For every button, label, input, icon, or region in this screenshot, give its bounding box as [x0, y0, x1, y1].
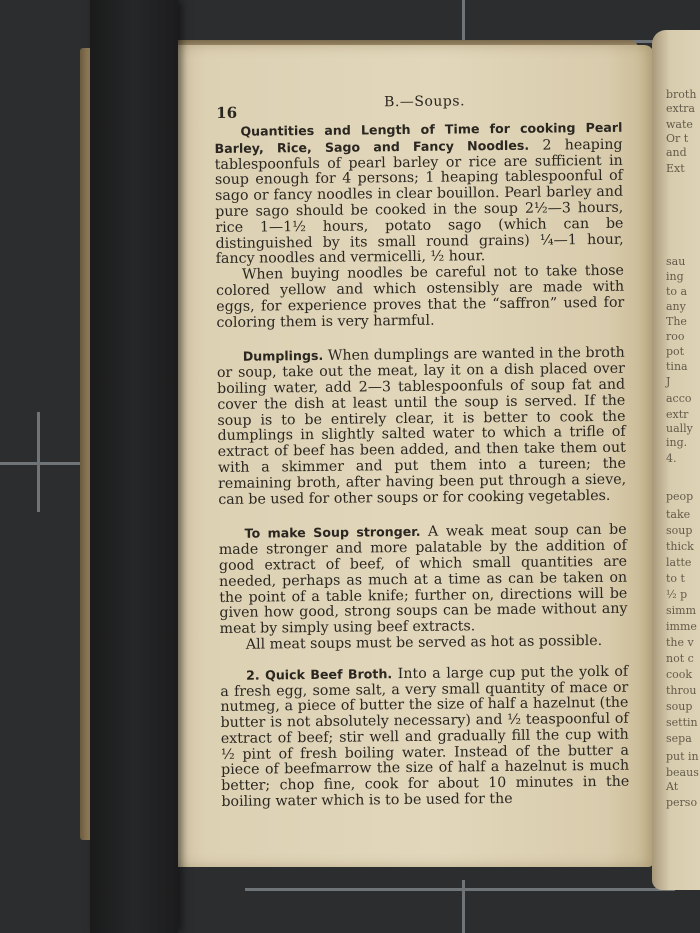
next-page-fragment: Ext — [666, 162, 685, 175]
next-page-fragment: extra — [666, 102, 695, 115]
next-page-fragment: soup — [666, 700, 693, 713]
next-page-fragment: imme — [666, 620, 697, 633]
next-page-fragment: perso — [666, 796, 698, 809]
page-header — [214, 88, 622, 122]
next-page-fragment: and — [666, 146, 687, 159]
page-clamp-bar — [90, 0, 178, 933]
next-page-fragment: ing. — [666, 436, 688, 449]
next-page-fragment: The — [666, 315, 687, 328]
next-page-fragment: not c — [666, 652, 694, 665]
next-page-fragment: put in — [666, 750, 699, 763]
next-page-fragment: tina — [666, 360, 688, 373]
mat-grid-line — [462, 880, 465, 933]
section-paragraph — [217, 345, 627, 508]
mat-grid-line — [245, 888, 675, 891]
next-page-fragment: any — [666, 300, 686, 313]
next-page-fragment: the v — [666, 636, 694, 649]
section-dumplings — [217, 345, 627, 508]
section-heading: Dumplings. — [242, 348, 324, 365]
next-page-fragment: latte — [666, 556, 692, 569]
next-page-fragment: throu — [666, 684, 697, 697]
next-page-fragment: to a — [666, 285, 688, 298]
section-paragraph — [214, 120, 623, 268]
next-page-fragment: beaus — [666, 766, 699, 779]
section-text: Into a large cup put the yolk of a fresh egg, some salt, a very small quantity of mace or nutmeg, a piece of butter the size of half a hazelnut (the butter is not absolutely necessary) and ½ teaspoonful of extract of beef; stir well and gradually fill the cup with ½ pint of fresh boiling water. Instead of the butter a piece of beefmarrow the size of half a hazelnut is much better; chop fine, cook for about 10 minutes in the boiling water which is to be used for the — [220, 663, 630, 811]
section-paragraph: When buying noodles be careful not to take those colored yellow and which ostensibly are made with eggs, for experience proves that the “saffron” used for coloring them is very harmful. — [215, 262, 625, 331]
next-page-fragment: settin — [666, 716, 698, 729]
next-page-fragment: broth — [666, 88, 697, 101]
section-heading: To make Soup stronger. — [244, 524, 421, 542]
next-page-fragment: J — [666, 375, 671, 388]
next-page-fragment: take — [666, 508, 691, 521]
section-paragraph — [220, 663, 629, 810]
section-text: When dumplings are wanted in the broth or soup, take out the meat, lay it on a dish placed over boiling water, add 2—3 tablespoonfuls of soup fat and cover the dish at least until the soup is served. If the soup is to be entirely clear, it is better to cook the dumplings in slightly salted water to which a trifle of extract of beef has been added, and then take them out with a skimmer and put them into a tureen; the remaining broth, after having been put through a sieve, can be used for other soups or for cooking vegetables. — [216, 345, 627, 508]
section-heading: 2. Quick Beef Broth. — [246, 665, 393, 683]
next-page-fragment: Or t — [666, 132, 689, 145]
running-head: B.—Soups. — [384, 93, 466, 111]
next-page-fragment: acco — [666, 392, 692, 405]
page-number: 16 — [216, 103, 238, 122]
mat-grid-line — [462, 0, 465, 44]
next-page-fragment: to t — [666, 572, 685, 585]
next-page-fragment: At — [666, 780, 679, 793]
next-page-fragment: roo — [666, 330, 685, 343]
section-quantities — [214, 120, 624, 332]
section-text: A weak meat soup can be made stronger and more palatable by the addition of good extract of beef, of which small quantities are needed, perhaps as much at a time as can be taken on the point of a table knife; further on, directions will be given how good, strong soups can be made without any meat by simply using beef extracts. — [218, 522, 628, 638]
next-page-fragment: peop — [666, 490, 694, 503]
page-content — [214, 88, 630, 811]
section-quick-beef-broth — [220, 663, 629, 810]
next-page-fragment: ually — [666, 422, 693, 435]
next-page-fragment: wate — [666, 118, 693, 131]
next-page-fragment: ½ p — [666, 588, 688, 601]
next-page-fragment: pot — [666, 345, 685, 358]
section-text: 2 heaping tablespoonfuls of pearl barley or rice are sufficient in soup enough for 4 persons; 1 heaping tablespoonful of sago or fancy noodles in clear bouillon. Pearl barley and pure sago should be cooked in the soup 2½—3 hours, rice 1—1½ hours, potato sago (which can be distinguished by its small round grains) ¼—1 hour, fancy noodles and vermicelli, ½ hour. — [214, 136, 624, 268]
section-paragraph: All meat soups must be served as hot as possible. — [245, 632, 603, 653]
next-page-fragment: extr — [666, 408, 689, 421]
next-page-fragment: sepa — [666, 732, 692, 745]
next-page-edge — [652, 30, 700, 890]
section-heading: Quantities and Length of Time for cooking Pearl Barley, Rice, Sago and Fancy Noodles. — [214, 119, 623, 156]
section-soup-stronger — [219, 522, 628, 654]
next-page-fragment: 4. — [666, 452, 677, 465]
next-page-fragment: ing — [666, 270, 684, 283]
next-page-fragment: simm — [666, 604, 697, 617]
section-paragraph — [219, 522, 628, 638]
next-page-fragment: cook — [666, 668, 693, 681]
next-page-fragment: soup — [666, 524, 693, 537]
next-page-fragment: sau — [666, 255, 686, 268]
mat-grid-line — [0, 462, 88, 465]
next-page-fragment: thick — [666, 540, 694, 553]
